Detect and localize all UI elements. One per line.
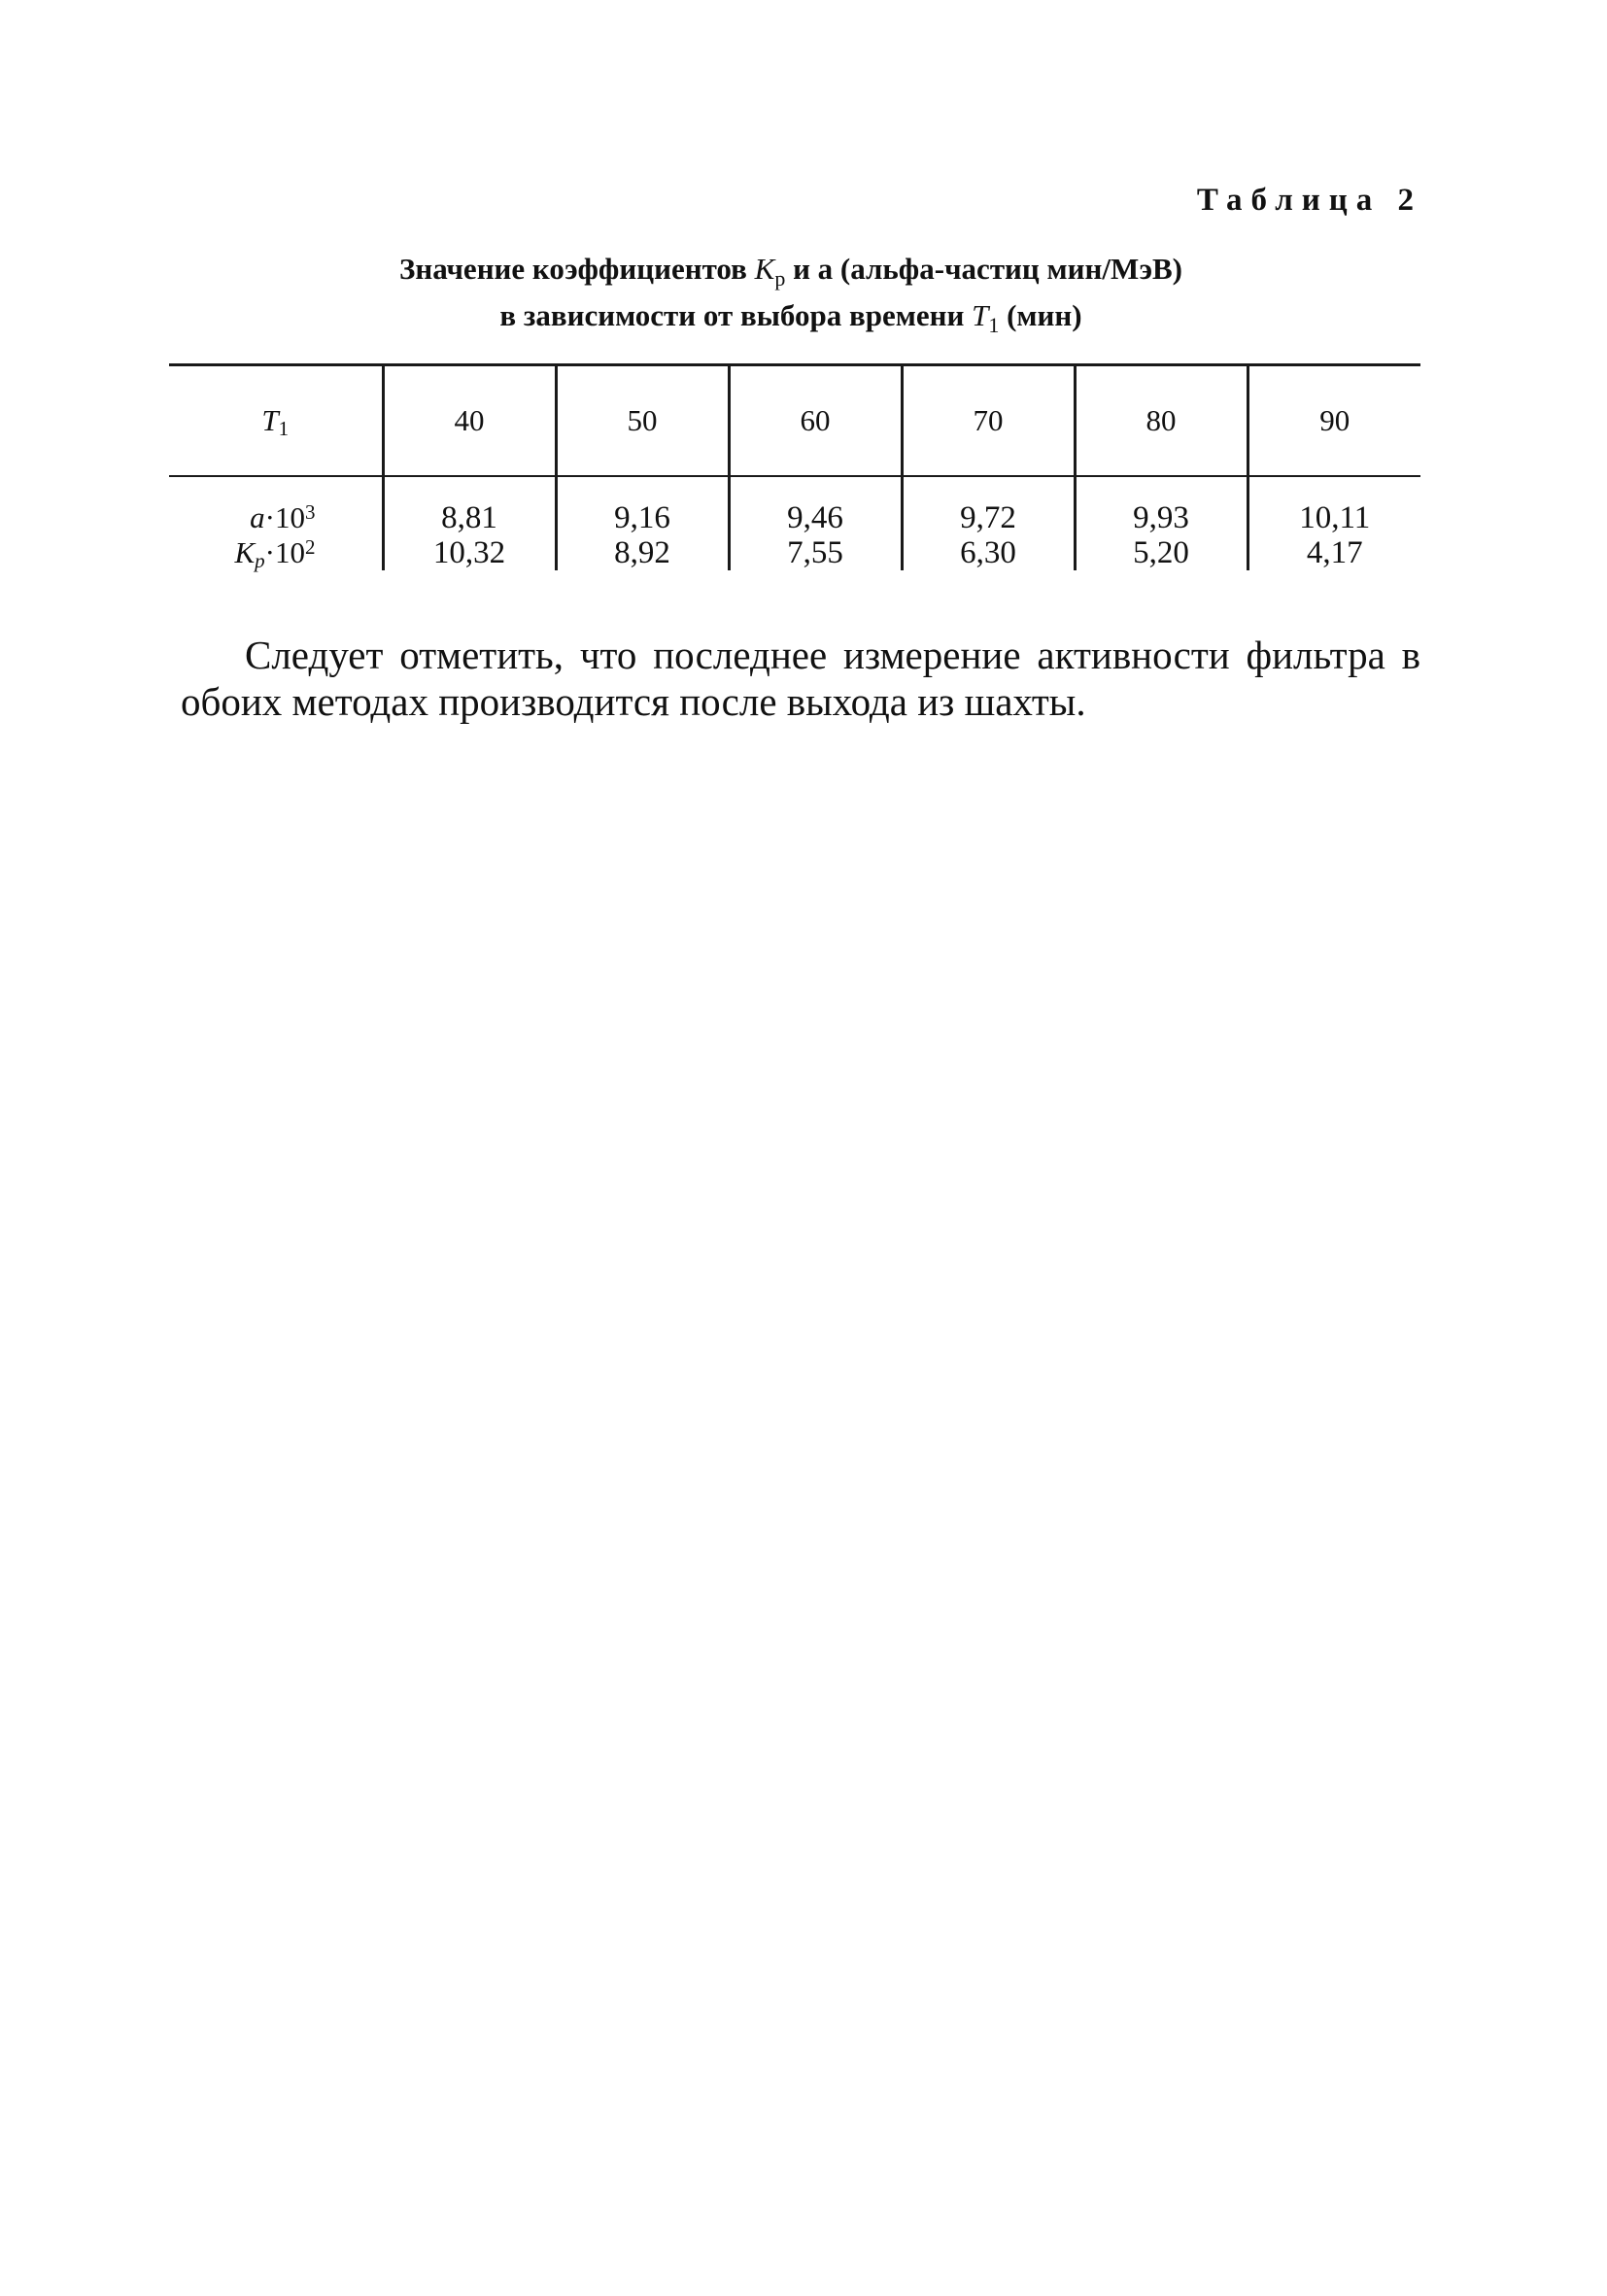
cell-kp-50: 8,92 — [556, 535, 729, 570]
header-col-2: 50 — [556, 365, 729, 477]
header-col-4: 70 — [902, 365, 1075, 477]
cell-kp-70: 6,30 — [902, 535, 1075, 570]
header-col-5: 80 — [1075, 365, 1248, 477]
cell-a-60: 9,46 — [729, 476, 902, 535]
body-paragraph: Следует отметить, что последнее измерение активности фильтра в обоих методах производится после выхода из шахты. — [181, 633, 1420, 724]
cell-a-50: 9,16 — [556, 476, 729, 535]
coefficients-table — [169, 363, 1420, 570]
cell-kp-90: 4,17 — [1248, 535, 1420, 570]
header-t1: $T_1$ — [261, 403, 290, 440]
symbol-k: $K_p$ — [754, 252, 786, 291]
table-row-a — [169, 476, 1420, 535]
header-col-6: 90 — [1248, 365, 1420, 477]
header-col-3: 60 — [729, 365, 902, 477]
row-label-kp: $K_p\cdot 10^2$ — [234, 535, 316, 572]
table-caption — [165, 251, 1417, 344]
cell-a-80: 9,93 — [1075, 476, 1248, 535]
cell-a-90: 10,11 — [1248, 476, 1420, 535]
table-row-kp — [169, 535, 1420, 570]
cell-kp-40: 10,32 — [383, 535, 556, 570]
caption-line-2: в зависимости от выбора времени $T_1$ (мин) — [499, 298, 1082, 338]
table-number: Таблица 2 — [1196, 183, 1422, 218]
cell-a-70: 9,72 — [902, 476, 1075, 535]
symbol-t: $T_1$ — [972, 298, 1000, 338]
cell-kp-60: 7,55 — [729, 535, 902, 570]
row-label-a: $a\cdot 10^3$ — [250, 500, 316, 534]
table-header-row — [169, 365, 1420, 477]
cell-kp-80: 5,20 — [1075, 535, 1248, 570]
caption-line-1: Значение коэффициентов $K_p$ и а (альфа-частиц мин/МэВ) — [398, 252, 1183, 291]
cell-a-40: 8,81 — [383, 476, 556, 535]
header-col-1: 40 — [383, 365, 556, 477]
